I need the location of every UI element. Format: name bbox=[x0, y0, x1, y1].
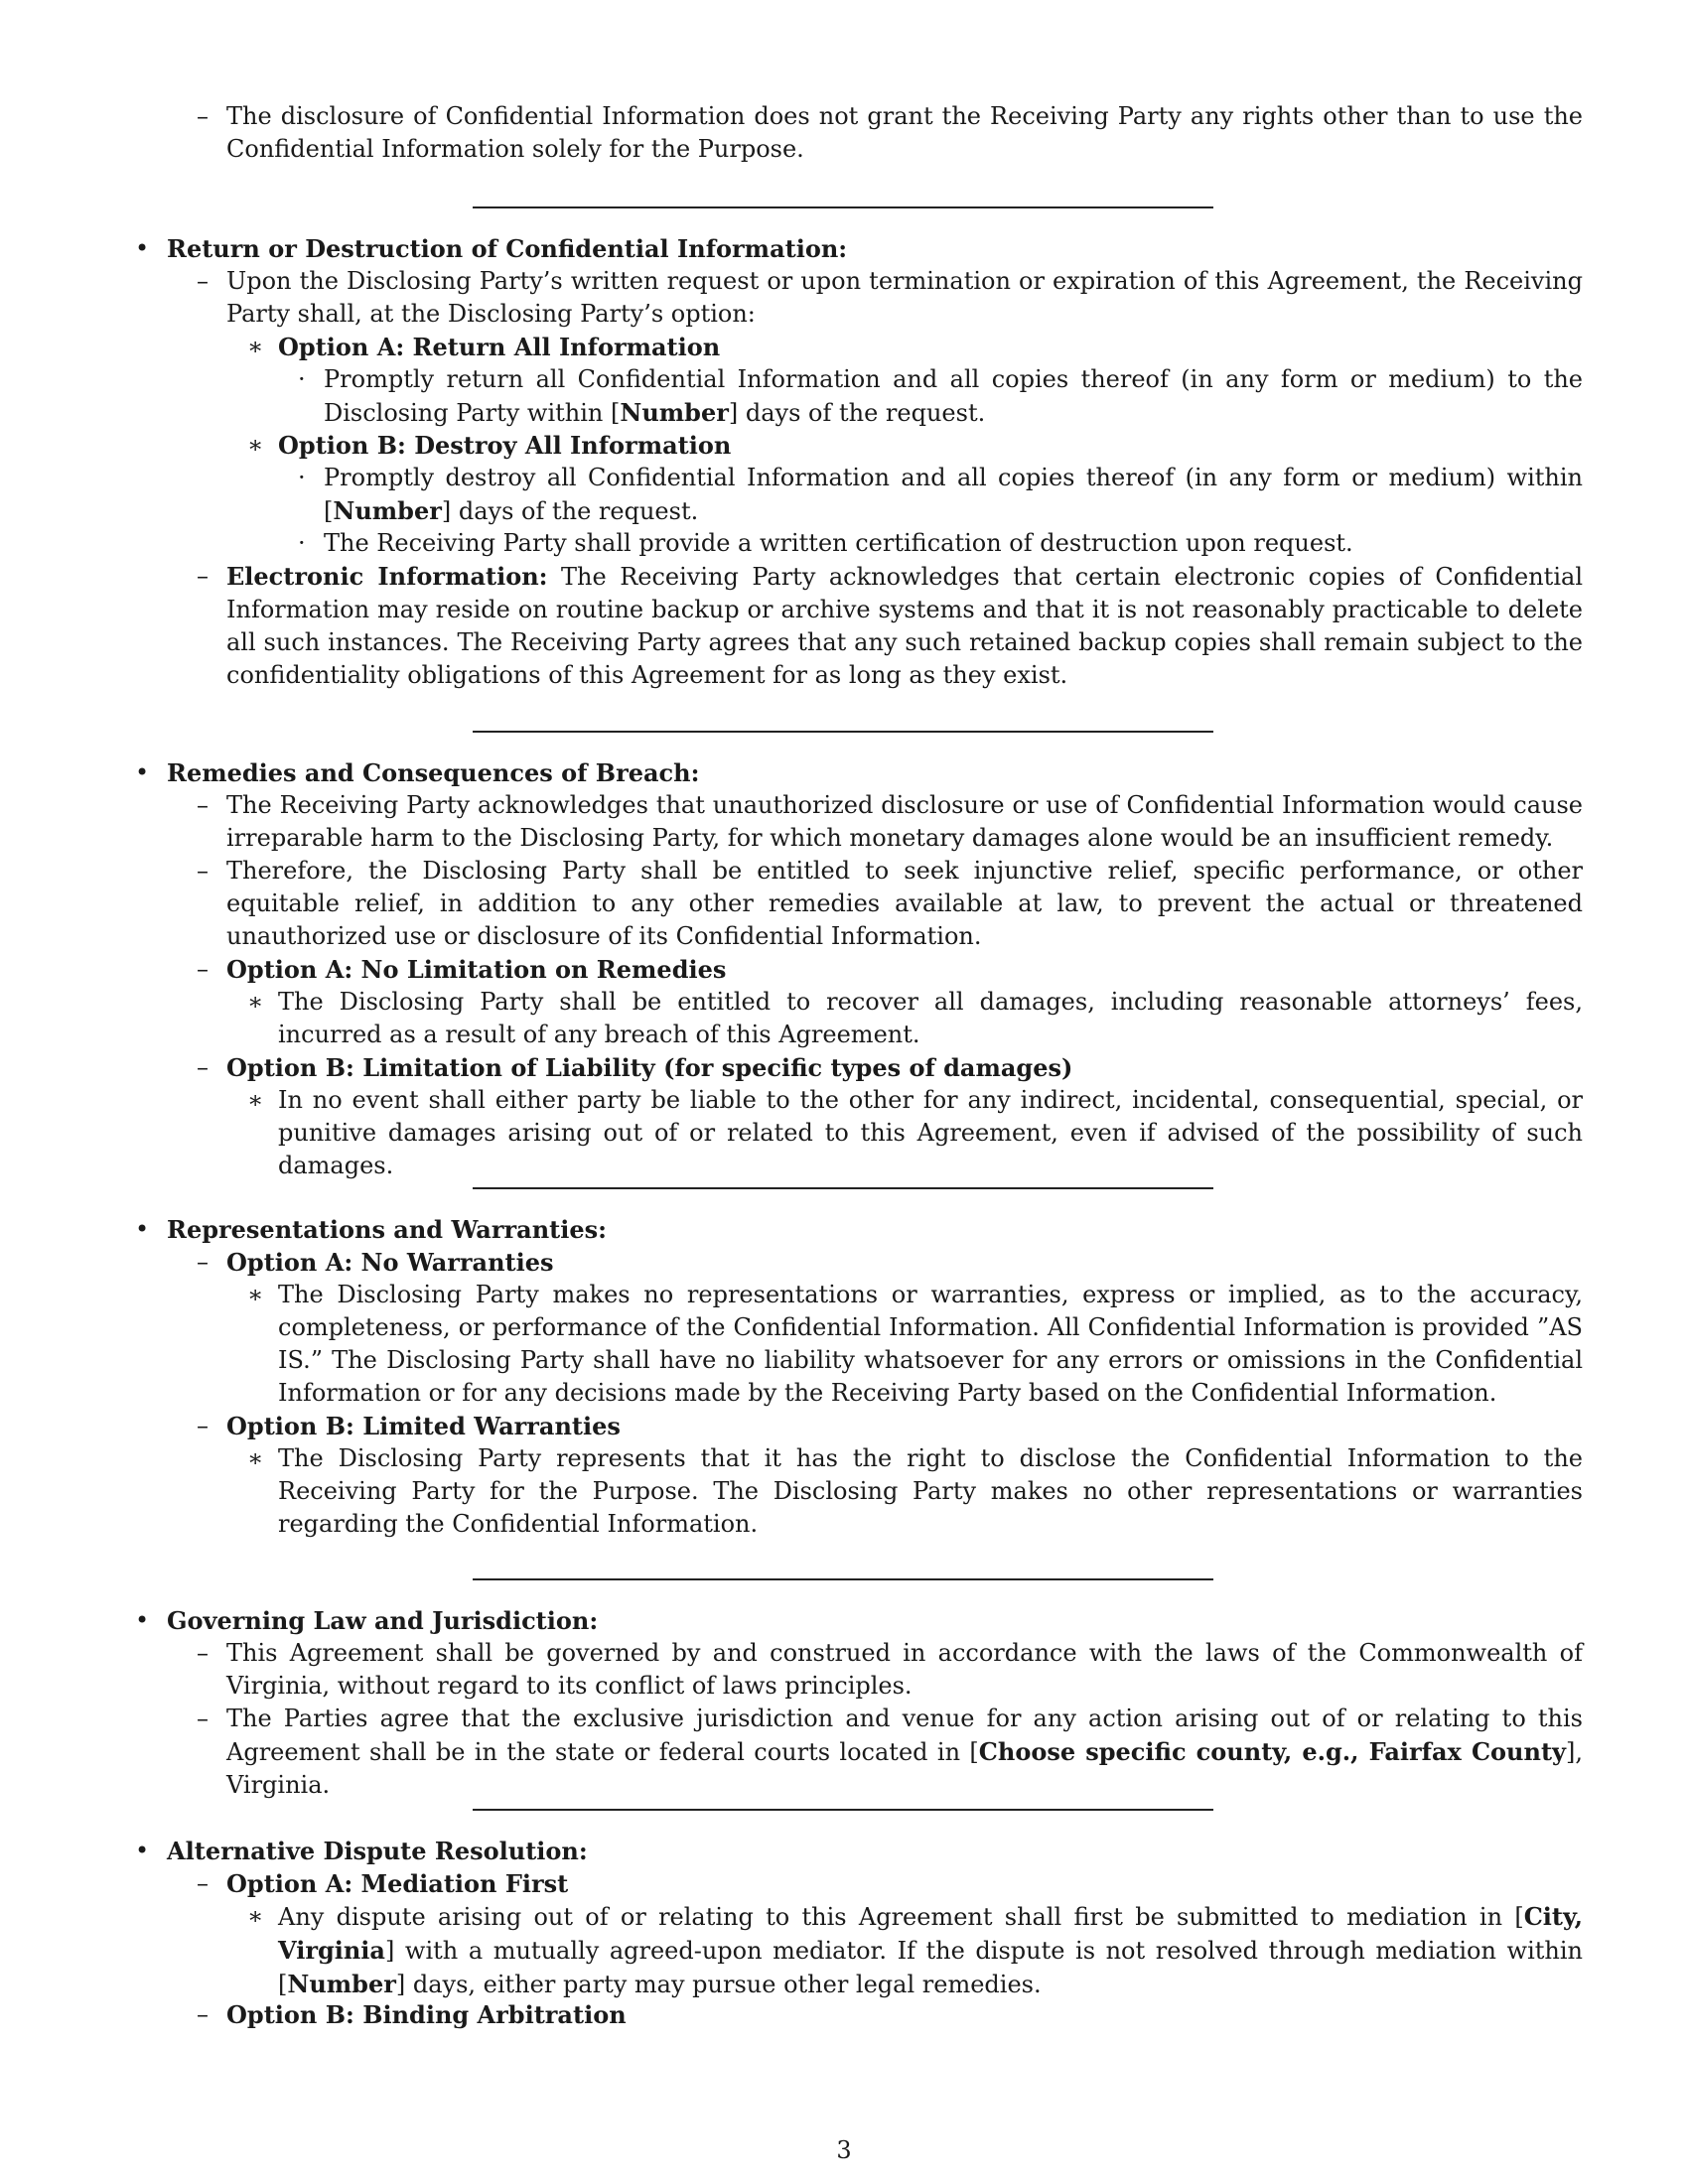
dash-marker: – bbox=[197, 791, 209, 819]
remedies-item-1: The Receiving Party acknowledges that unauthorized disclosure or use of Confidential Information would cause irreparable harm to the Disclosing Party, for which monetary damages alone would be an insufficient remedy. bbox=[226, 791, 1583, 852]
return-option-b-certification: The Receiving Party shall provide a written certification of destruction upon request. bbox=[324, 529, 1353, 557]
law-item-1: This Agreement shall be governed by and construed in accordance with the laws of the Commonwealth of Virginia, without regard to its conflict of laws principles. bbox=[226, 1639, 1583, 1700]
section-divider bbox=[473, 731, 1213, 733]
dash-marker: – bbox=[197, 562, 209, 590]
remedies-option-a-text: The Disclosing Party shall be entitled to recover all damages, including reasonable attorneys’ fees, incurred as a result of any breach of this Agreement. bbox=[278, 988, 1583, 1048]
star-marker: ∗ bbox=[247, 988, 264, 1016]
dot-marker: · bbox=[298, 529, 306, 557]
star-marker: ∗ bbox=[247, 1902, 264, 1930]
section-divider bbox=[473, 206, 1213, 208]
dash-marker: – bbox=[197, 955, 209, 983]
reps-option-a-text: The Disclosing Party makes no representations or warranties, express or implied, as to the accuracy, completeness, or performance of the Confidential Information. All Confidential Information is provided ”AS IS.” The Disclosing Party shall have no liability whatsoever for any errors or omissions in the Confidential Information or for any decisions made by the Receiving Party based on the Confidential Information. bbox=[278, 1281, 1583, 1407]
adr-option-a-text: Any dispute arising out of or relating to this Agreement shall first be submitted to mediation in [City, Virginia] with a mutually agreed-upon mediator. If the dispute is not resolved through mediation within [Number] days, either party may pursue other legal remedies. bbox=[278, 1902, 1583, 1998]
dash-marker: – bbox=[197, 1053, 209, 1081]
reps-option-b-title: Option B: Limited Warranties bbox=[226, 1412, 621, 1440]
section-divider bbox=[473, 1809, 1213, 1811]
dash-marker: – bbox=[197, 1248, 209, 1276]
dash-marker: – bbox=[197, 857, 209, 885]
section-heading-remedies: Remedies and Consequences of Breach: bbox=[167, 758, 700, 787]
reps-option-a-title: Option A: No Warranties bbox=[226, 1248, 554, 1277]
adr-option-b-title: Option B: Binding Arbitration bbox=[226, 2000, 627, 2029]
section-heading-governing-law: Governing Law and Jurisdiction: bbox=[167, 1606, 599, 1635]
return-option-b-text: Promptly destroy all Confidential Information and all copies thereof (in any form or medium) within [Number] days of the request. bbox=[324, 464, 1583, 525]
dash-marker: – bbox=[197, 1869, 209, 1897]
return-option-a-title: Option A: Return All Information bbox=[278, 333, 721, 361]
section-heading-adr: Alternative Dispute Resolution: bbox=[167, 1837, 588, 1865]
disclosure-rights-item: The disclosure of Confidential Information does not grant the Receiving Party any rights other than to use the Confidential Information solely for the Purpose. bbox=[226, 102, 1583, 163]
remedies-option-b-title: Option B: Limitation of Liability (for specific types of damages) bbox=[226, 1053, 1073, 1082]
dot-marker: · bbox=[298, 464, 306, 491]
star-marker: ∗ bbox=[247, 1086, 264, 1114]
adr-option-a-title: Option A: Mediation First bbox=[226, 1869, 569, 1898]
reps-option-b-text: The Disclosing Party represents that it has the right to disclose the Confidential Information to the Receiving Party for the Purpose. The Disclosing Party makes no other representations or warranties regarding the Confidential Information. bbox=[278, 1444, 1583, 1538]
section-divider bbox=[473, 1578, 1213, 1580]
dash-marker: – bbox=[197, 102, 209, 130]
remedies-option-b-text: In no event shall either party be liable to the other for any indirect, incidental, consequential, special, or punitive damages arising out of or related to this Agreement, even if advised of the possibility of such damages. bbox=[278, 1086, 1583, 1179]
return-option-b-title: Option B: Destroy All Information bbox=[278, 431, 732, 460]
star-marker: ∗ bbox=[247, 431, 264, 459]
bullet-marker: • bbox=[135, 1837, 150, 1864]
star-marker: ∗ bbox=[247, 1281, 264, 1308]
return-option-a-text: Promptly return all Confidential Information and all copies thereof (in any form or medium) to the Disclosing Party within [Number] days of the request. bbox=[324, 365, 1583, 427]
dot-marker: · bbox=[298, 365, 306, 393]
remedies-item-2: Therefore, the Disclosing Party shall be entitled to seek injunctive relief, specific performance, or other equitable relief, in addition to any other remedies available at law, to prevent the actual or threatened unauthorized use or disclosure of its Confidential Information. bbox=[226, 857, 1583, 950]
dash-marker: – bbox=[197, 267, 209, 295]
dash-marker: – bbox=[197, 1412, 209, 1439]
law-item-2: The Parties agree that the exclusive jurisdiction and venue for any action arising out of or relating to this Agreement shall be in the state or federal courts located in [Choose specific county, e.g., Fairfax County], Virginia. bbox=[226, 1705, 1583, 1799]
bullet-marker: • bbox=[135, 1215, 150, 1243]
star-marker: ∗ bbox=[247, 1444, 264, 1472]
section-heading-return: Return or Destruction of Confidential Information: bbox=[167, 234, 848, 263]
dash-marker: – bbox=[197, 2000, 209, 2028]
dash-marker: – bbox=[197, 1705, 209, 1732]
remedies-option-a-title: Option A: No Limitation on Remedies bbox=[226, 955, 727, 984]
bullet-marker: • bbox=[135, 1606, 150, 1634]
section-heading-representations: Representations and Warranties: bbox=[167, 1215, 607, 1244]
star-marker: ∗ bbox=[247, 333, 264, 360]
return-intro: Upon the Disclosing Party’s written request or upon termination or expiration of this Agreement, the Receiving Party shall, at the Disclosing Party’s option: bbox=[226, 267, 1583, 328]
bullet-marker: • bbox=[135, 758, 150, 786]
dash-marker: – bbox=[197, 1639, 209, 1667]
page-number: 3 bbox=[836, 2136, 852, 2164]
bullet-marker: • bbox=[135, 234, 150, 262]
electronic-information-item: Electronic Information: The Receiving Party acknowledges that certain electronic copies of Confidential Information may reside on routine backup or archive systems and that it is not reasonably practicable to delete all such instances. The Receiving Party agrees that any such retained backup copies shall remain subject to the confidentiality obligations of this Agreement for as long as they exist. bbox=[226, 562, 1583, 689]
section-divider bbox=[473, 1187, 1213, 1189]
